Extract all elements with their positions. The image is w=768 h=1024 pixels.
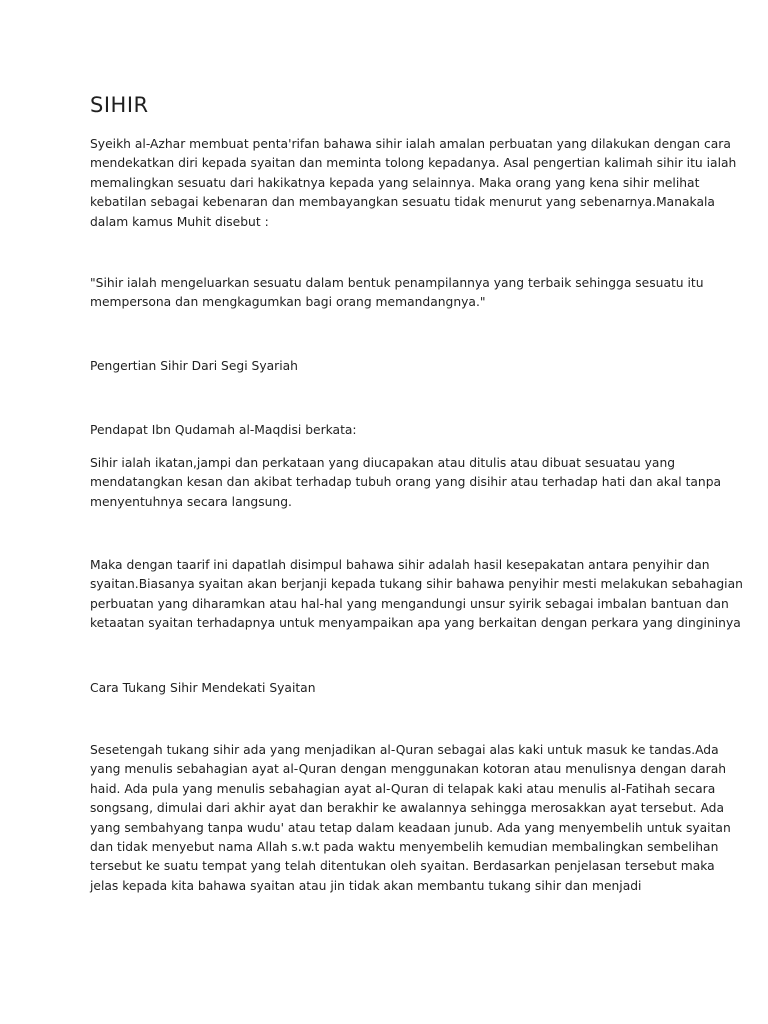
definition-paragraph <box>90 454 722 512</box>
cara-line: haid. Ada pula yang menulis sebahagian ayat al-Quran di telapak kaki atau menulis al-Fatihah secara <box>90 781 716 796</box>
conclusion-line: ketaatan syaitan terhadapnya untuk menyampaikan apa yang berkaitan dengan perkara yang dingininya <box>90 616 741 631</box>
intro-line: Syeikh al-Azhar membuat penta'rifan bahawa sihir ialah amalan perbuatan yang dilakukan dengan cara <box>90 137 731 151</box>
intro-line: dalam kamus Muhit disebut : <box>90 214 269 229</box>
quote-paragraph <box>90 274 704 313</box>
cara-line: yang menulis sebahagian ayat al-Quran dengan menggunakan kotoran atau menulisnya dengan darah <box>90 762 727 777</box>
cara-line: tersebut ke suatu tempat yang telah ditentukan oleh syaitan. Berdasarkan penjelasan tersebut maka <box>90 859 715 874</box>
quote-line: mempersona dan mengkagumkan bagi orang memandangnya." <box>90 295 486 310</box>
conclusion-line: syaitan.Biasanya syaitan akan berjanji kepada tukang sihir bahawa penyihir mesti melakukan sebahagian <box>90 577 743 592</box>
definition-line: Sihir ialah ikatan,jampi dan perkataan yang diucapakan atau ditulis atau dibuat sesuatau yang <box>90 456 676 470</box>
conclusion-line: Maka dengan taarif ini dapatlah disimpul bahawa sihir adalah hasil kesepakatan antara penyihir dan <box>90 558 710 572</box>
conclusion-paragraph <box>90 556 743 634</box>
heading-cara: Cara Tukang Sihir Mendekati Syaitan <box>90 681 316 695</box>
cara-paragraph <box>90 741 731 896</box>
document-title: SIHIR <box>90 93 149 117</box>
conclusion-line: perbuatan yang diharamkan atau hal-hal yang mengandungi unsur syirik sebagai imbalan bantuan dan <box>90 596 729 611</box>
cara-line: Sesetengah tukang sihir ada yang menjadikan al-Quran sebagai alas kaki untuk masuk ke tandas.Ada <box>90 743 719 757</box>
cara-line: jelas kepada kita bahawa syaitan atau jin tidak akan membantu tukang sihir dan menjadi <box>90 878 642 893</box>
cara-line: yang sembahyang tanpa wudu' atau tetap dalam keadaan junub. Ada yang menyembelih untuk syaitan <box>90 820 731 835</box>
quote-line: "Sihir ialah mengeluarkan sesuatu dalam bentuk penampilannya yang terbaik sehingga sesuatu itu <box>90 276 704 290</box>
definition-line: menyentuhnya secara langsung. <box>90 494 292 509</box>
heading-syariah: Pengertian Sihir Dari Segi Syariah <box>90 359 298 373</box>
cara-line: dan tidak menyebut nama Allah s.w.t pada waktu menyembelih kemudian membalingkan sembelihan <box>90 840 719 855</box>
heading-ibn-qudamah: Pendapat Ibn Qudamah al-Maqdisi berkata: <box>90 423 357 437</box>
definition-line: mendatangkan kesan dan akibat terhadap tubuh orang yang disihir atau terhadap hati dan akal tanpa <box>90 475 722 490</box>
intro-paragraph <box>90 135 737 232</box>
intro-line: kebatilan sebagai kebenaran dan membayangkan sesuatu tidak menurut yang sebenarnya.Manakala <box>90 195 715 210</box>
cara-line: songsang, dimulai dari akhir ayat dan berakhir ke awalannya sehingga merosakkan ayat tersebut. Ada <box>90 801 724 816</box>
intro-line: memalingkan sesuatu dari hakikatnya kepada yang selainnya. Maka orang yang kena sihir melihat <box>90 175 700 190</box>
intro-line: mendekatkan diri kepada syaitan dan meminta tolong kepadanya. Asal pengertian kalimah sihir itu ialah <box>90 156 737 171</box>
